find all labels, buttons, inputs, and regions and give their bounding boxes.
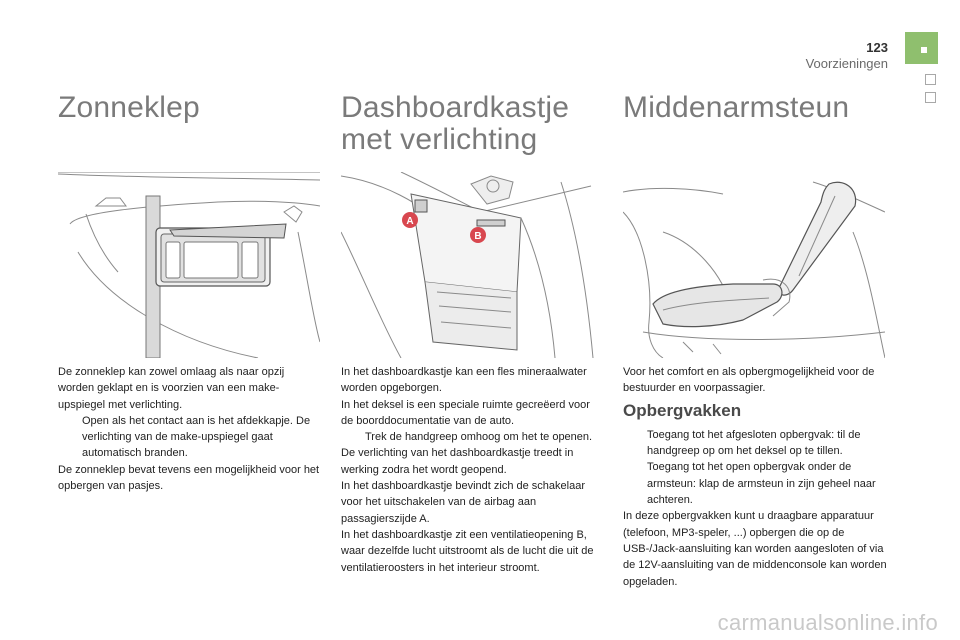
column-armrest — [623, 92, 849, 124]
text-sun-visor — [58, 364, 320, 494]
column-sun-visor — [58, 92, 200, 124]
paragraph: In deze opbergvakken kunt u draagbare apparatuur (telefoon, MP3-speler, ...) opbergen die op de USB-/Jack-aansluiting kan worden aangesloten of via de 12V-aansluiting van de middenconsole kan worden opgeladen. — [623, 510, 887, 588]
bullet-text: Trek de handgreep omhoog om het te openen. — [365, 431, 593, 444]
subheading-storage: Opbergvakken — [623, 400, 742, 420]
title-line: met verlichting — [341, 123, 538, 156]
paragraph: De verlichting van het dashboardkastje treedt in werking zodra het wordt geopend. — [341, 447, 574, 476]
title-line: Middenarmsteun — [623, 91, 850, 124]
paragraph: De zonneklep kan zowel omlaag als naar opzij worden geklapt en is voorzien van een make-upspiegel met verlichting. — [58, 366, 285, 411]
title-sun-visor — [58, 92, 200, 124]
bullet-item — [58, 413, 320, 462]
text-glovebox — [341, 364, 603, 576]
paragraph: In het dashboardkastje kan een fles mineraalwater worden opgeborgen. — [341, 366, 587, 395]
title-glovebox — [341, 92, 569, 156]
illustration-armrest — [623, 172, 885, 358]
chapter-tab-active[interactable] — [905, 32, 938, 64]
callout-b: B — [474, 231, 482, 242]
title-line: Dashboardkastje — [341, 91, 570, 124]
page-number: 123 — [866, 40, 888, 55]
watermark: carmanualsonline.info — [717, 610, 938, 635]
chapter-tab-box-1[interactable] — [925, 74, 936, 85]
paragraph: In het dashboardkastje zit een ventilatieopening B, waar dezelfde lucht uitstroomt als de lucht die uit de ventilatieroosters in het interieur stroomt. — [341, 528, 594, 574]
callout-a: A — [406, 216, 414, 227]
paragraph: De zonneklep bevat tevens een mogelijkheid voor het opbergen van pasjes. — [58, 463, 320, 493]
bullet-text: Toegang tot het open opbergvak onder de armsteun: klap de armsteun in zijn geheel naar achteren. — [647, 461, 876, 507]
paragraph: In het deksel is een speciale ruimte gecreëerd voor de boorddocumentatie van de auto. — [341, 398, 590, 427]
title-line: Zonneklep — [58, 91, 200, 124]
text-armrest — [623, 364, 887, 590]
chapter-tab-marker — [921, 47, 927, 53]
bullet-text: Open als het contact aan is het afdekkapje. De verlichting van de make-upspiegel gaat automatisch branden. — [82, 414, 311, 460]
paragraph-intro: Voor het comfort en als opbergmogelijkheid voor de bestuurder en voorpassagier. — [623, 366, 875, 395]
bullet-item — [341, 429, 603, 445]
paragraph: In het dashboardkastje bevindt zich de schakelaar voor het uitschakelen van de airbag aan passagierszijde A. — [341, 480, 585, 525]
chapter-tab-box-2[interactable] — [925, 92, 936, 103]
bullet-item — [623, 427, 887, 460]
bullet-text: Toegang tot het afgesloten opbergvak: til de handgreep op om het deksel op te tillen. — [647, 428, 861, 458]
title-armrest — [623, 92, 849, 124]
illustration-sun-visor — [58, 172, 320, 358]
illustration-glovebox — [341, 172, 601, 358]
section-name: Voorzieningen — [805, 56, 888, 71]
column-glovebox — [341, 92, 569, 156]
bullet-item — [623, 459, 887, 508]
